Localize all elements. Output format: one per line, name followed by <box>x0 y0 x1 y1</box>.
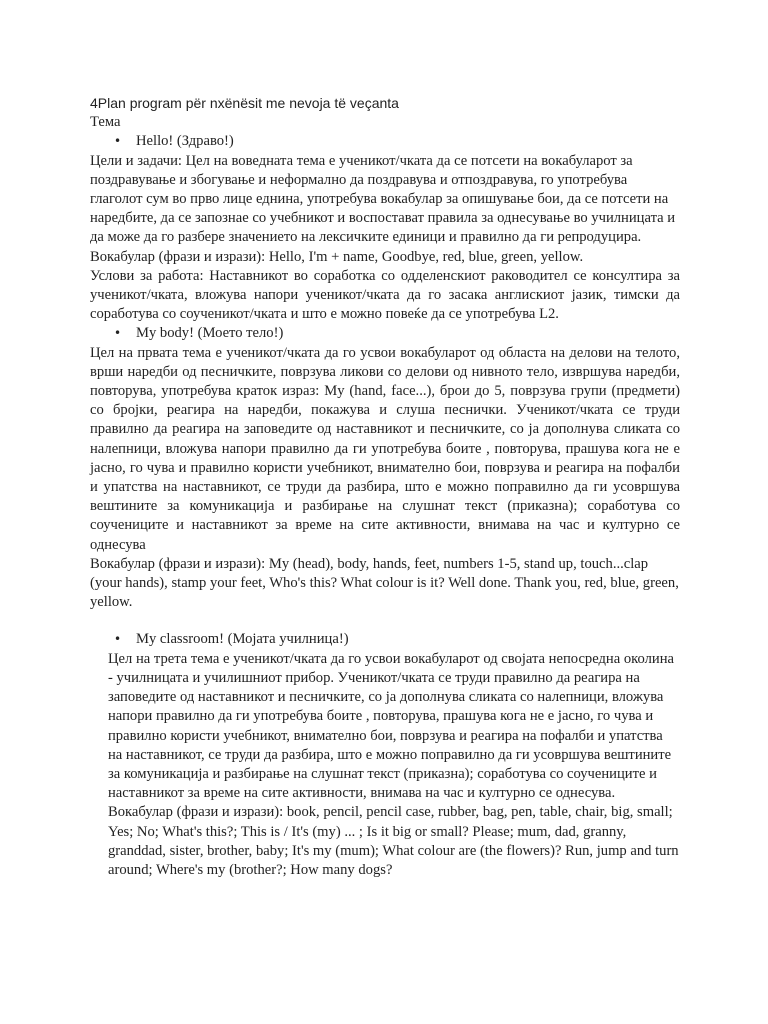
section-classroom-goals: Цел на трета тема е ученикот/чката да го усвои вокабуларот од својата непосредна околина - училницата и училишниот прибор. Ученикот/чката се труди правилно да реагира на заповедите од наставникот и песничките, со ја дополнува сликата со налепници, вложува напори правилно да ги употребува боите , повторува, прашува кога не е јасно, го чува и правилно користи учебникот, внимателно бои, поврзува и реагира на пофалби и упатства на наставникот, се труди да разбира, што е можно поправилно да ги усовршува вештините за комуникација и разбирање на слушнат текст (приказна); соработува со соучениците и наставникот за време на сите активности, внимава на час и културно се однесува. <box>108 650 674 802</box>
section-hello-goals: Цели и задачи: Цел на воведната тема е ученикот/чката да се потсети на вокабуларот за поздравување и збогување и неформално да поздравува и отпоздравува, го употребува глаголот сум во прво лице еднина, употребува вокабулар за опишување бои, да се потсети на наредбите, да се запознае со учебникот и воспостават правила за однесување во училницата и да може да го разбере значението на лексичките единици и правилно да ги репродуцира. <box>90 152 676 246</box>
section-hello-conditions: Услови за работа: Наставникот во соработка со одделенскиот раководител се консултира за ученикот/чката, вложува напори ученикот/чката да го засака англискиот јазик, тимски да соработува со соученикот/чката и што е можно повеќе да се употребува L2. <box>90 267 680 323</box>
section-hello-vocab: Вокабулар (фрази и изрази): Hello, I'm + name, Goodbye, red, blue, green, yellow. <box>90 248 584 265</box>
section-classroom-vocab: Вокабулар (фрази и изрази): book, pencil, pencil case, rubber, bag, pen, table, chair, big, small; Yes; No; What's this?; This is / It's (my) ... ; Is it big or small? Please; mum, dad, granny, granddad, sister, brother, baby; It's my (mum); What colour are (the flowers)? Run, jump and turn around; Where's my (brother?; How many dogs? <box>108 804 679 878</box>
section-classroom-body <box>90 650 680 880</box>
section-body-vocab: Вокабулар (фрази и изрази): My (head), body, hands, feet, numbers 1-5, stand up, touch...clap (your hands), stamp your feet, Who's this? What colour is it? Well done. Thank you, red, blue, green, yellow. <box>90 555 679 611</box>
section-classroom-bullet: • My classroom! (Мојата училница!) <box>90 630 680 649</box>
document-title: 4Plan program për nxënësit me nevoja të veçanta <box>90 95 399 111</box>
section-body-goals: Цел на првата тема е ученикот/чката да го усвои вокабуларот од областа на делови на телото, врши наредби од песничките, поврзува ликови со делови од нивното тело, извршува наредби, повторува, употребува краток израз: My (hand, face...), брои до 5, поврзува групи (предмети) со бројки, реагира на наредби, покажува и слуша песнички. Ученикот/чката се труди правилно да реагира на заповедите од наставникот и песничките, со ја дополнува сликата со налепници, вложува напори правилно да ги употребува боите , повторува, прашува кога не е јасно, го чува и правилно користи учебникот, внимателно бои, поврзува и реагира на пофалби и упатства на наставникот, се труди да разбира, што е можно поправилно да ги усовршува вештините за комуникација и разбирање на слушнат текст (приказна); соработува со соучениците и наставникот за време на сите активности, внимава на час и културно се однесува <box>90 344 680 553</box>
section-hello-bullet: • Hello! (Здраво!) <box>90 132 680 151</box>
section-spacer <box>90 612 680 630</box>
document-page <box>90 94 680 880</box>
section-body-bullet: • My body! (Моето тело!) <box>90 324 680 343</box>
tema-label: Тема <box>90 114 121 131</box>
